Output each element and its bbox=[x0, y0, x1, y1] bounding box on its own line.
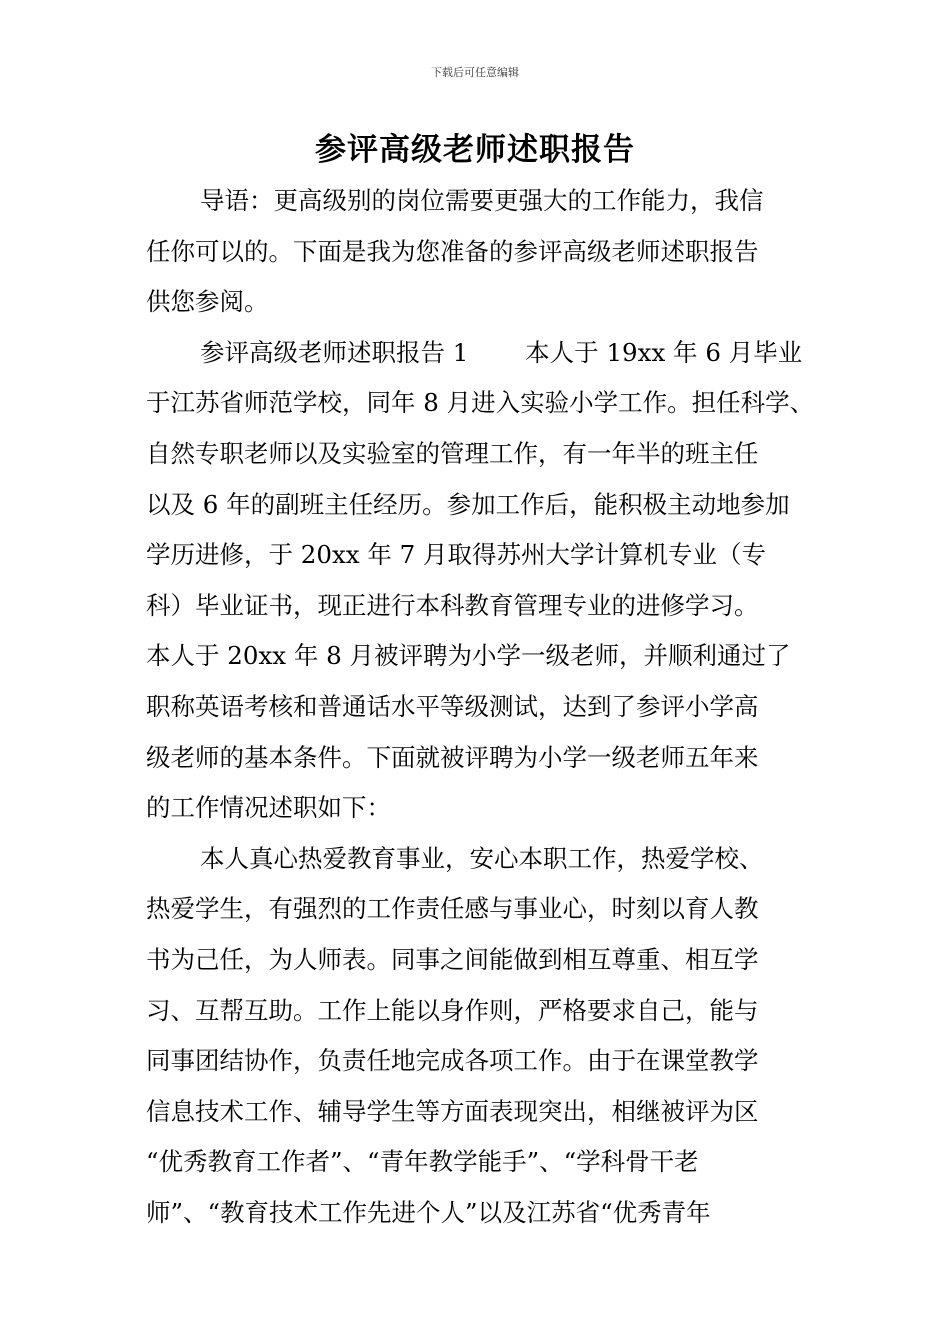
text-line: 级老师的基本条件。下面就被评聘为小学一级老师五年来 bbox=[146, 742, 759, 772]
text-line: 科）毕业证书，现正进行本科教育管理专业的进修学习。 bbox=[146, 590, 759, 620]
text-line: 师”、“教育技术工作先进个人”以及江苏省“优秀青年 bbox=[146, 1197, 711, 1227]
text-line: 导语：更高级别的岗位需要更强大的工作能力，我信 bbox=[200, 186, 764, 215]
text-line: 以及 6 年的副班主任经历。参加工作后，能积极主动地参加 bbox=[146, 489, 790, 519]
text-line: “优秀教育工作者”、“青年教学能手”、“学科骨干老 bbox=[146, 1147, 699, 1177]
text-line: 同事团结协作，负责任地完成各项工作。由于在课堂教学 bbox=[146, 1046, 759, 1076]
page-title: 参评高级老师述职报告 bbox=[315, 132, 635, 168]
text-line: 自然专职老师以及实验室的管理工作，有一年半的班主任 bbox=[146, 438, 759, 468]
text-line: 学历进修，于 20xx 年 7 月取得苏州大学计算机专业（专 bbox=[146, 540, 767, 570]
text-line: 职称英语考核和普通话水平等级测试，达到了参评小学高 bbox=[146, 691, 759, 721]
header-note: 下载后可任意编辑 bbox=[431, 66, 519, 79]
text-line: 本人真心热爱教育事业，安心本职工作，热爱学校、 bbox=[200, 843, 764, 873]
text-line: 习、互帮互助。工作上能以身作则，严格要求自己，能与 bbox=[146, 995, 759, 1025]
text-line: 信息技术工作、辅导学生等方面表现突出，相继被评为区 bbox=[146, 1096, 759, 1126]
text-line: 热爱学生，有强烈的工作责任感与事业心，时刻以育人教 bbox=[146, 894, 759, 924]
text-line: 书为己任，为人师表。同事之间能做到相互尊重、相互学 bbox=[146, 944, 759, 974]
document-body bbox=[146, 176, 815, 1238]
text-line: 的工作情况述职如下： bbox=[146, 793, 391, 823]
text-line: 供您参阅。 bbox=[146, 287, 269, 317]
text-line: 本人于 20xx 年 8 月被评聘为小学一级老师，并顺利通过了 bbox=[146, 641, 791, 671]
text-line: 任你可以的。下面是我为您准备的参评高级老师述职报告 bbox=[146, 236, 759, 266]
text-line: 于江苏省师范学校，同年 8 月进入实验小学工作。担任科学、 bbox=[146, 388, 815, 418]
text-line: 参评高级老师述职报告 1 本人于 19xx 年 6 月毕业 bbox=[200, 337, 803, 367]
